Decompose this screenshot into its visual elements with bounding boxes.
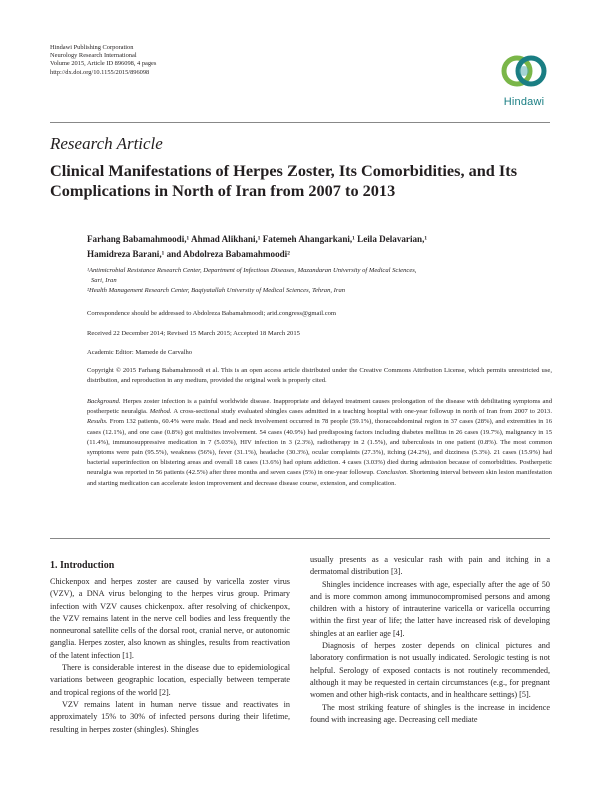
journal-publisher: Hindawi Publishing Corporation (50, 44, 134, 51)
article-dates: Received 22 December 2014; Revised 15 March 2015; Accepted 18 March 2015 (87, 330, 300, 337)
abstract (87, 397, 552, 489)
body-column-right (310, 554, 550, 726)
author-list (87, 232, 552, 262)
body-column-left (50, 576, 290, 736)
journal-name: Neurology Research International (50, 52, 137, 60)
affiliations (87, 266, 552, 296)
section-heading-introduction: 1. Introduction (50, 560, 115, 571)
body-paragraph: Shingles incidence increases with age, especially after the age of 50 and is more common among immunocompromised persons and among children with a history of intrauterine varicella or varicella occurring within the first year of life; the latter have increased risk of developing shingles at an earlier age [4]. (310, 579, 550, 638)
correspondence: Correspondence should be addressed to Abdolreza Babamahmoodi; arid.congress@gmail.com (87, 310, 337, 317)
article-type: Research Article (50, 134, 163, 153)
author-line-1: Farhang Babamahmoodi,¹ Ahmad Alikhani,¹ Fatemeh Ahangarkani,¹ Leila Delavarian,¹ (87, 234, 428, 244)
abstract-background-label: Background. (87, 398, 121, 405)
journal-doi[interactable]: http://dx.doi.org/10.1155/2015/896098 (50, 68, 150, 76)
abstract-divider (50, 538, 550, 539)
abstract-method-label: Method. (149, 408, 172, 416)
body-paragraph: There is considerable interest in the disease due to epidemiological variations between geographic location, especially between temperate and tropical regions of the world [2]. (50, 663, 290, 697)
header-divider (50, 122, 550, 123)
academic-editor: Academic Editor: Mamede de Carvalho (87, 349, 193, 356)
article-title: Clinical Manifestations of Herpes Zoster, Its Comorbidities, and Its Complications in North of Iran from 2007 to 2013 (50, 161, 518, 200)
abstract-method: A cross-sectional study evaluated shingles cases admitted in a teaching hospital with one-year followup in north of Iran from 2007 to 2013. (171, 408, 552, 416)
affiliation-1-cont: Sari, Iran (91, 277, 117, 284)
affiliation-2: ²Health Management Research Center, Baqiyatallah University of Medical Sciences, Tehran, Iran (87, 287, 346, 294)
abstract-results: From 132 patients, 60.4% were male. Head and neck involvement occurred in 78 people (59.1%), thoracoabdominal region in 37 cases (28%), and extremities in 16 cases (12.1%), and one case (0.8%) got multisites involvement. 54 cases (40.9%) had predisposing factors including diabetes mellitus in 26 cases (19.7%), malignancy in 15 (11.4%), immunosuppressive medication in 7 (5.03%), HIV infection in 3 (2.3%), radiotherapy in 2 (1.5%), and tuberculosis in one patient (0.8%). The most common symptoms were pain (95.5%), weakness (56%), fever (31.1%), headache (30.3%), ocular complaints (27.3%), itching (24.2%), and dizziness (5.3%). 21 cases (15.9%) had bacterial superinfection on blistering areas and overall 18 cases (13.6%) had opium addiction. 4 cases (3.03%) died during admission because of comorbidities. Postherpetic neuralgia was reported in 56 patients (42.5%) after three months and seven cases (5%) in one-year followup. (87, 418, 552, 477)
body-paragraph: Diagnosis of herpes zoster depends on clinical pictures and laboratory confirmation is not usually indicated. Serologic testing is not helpful. Serology of exposed contacts is not routinely recommended, although it may be requested in certain circumstances (e.g., for pregnant women and other high-risk contacts, and in healthcare settings) [5]. (310, 641, 550, 700)
journal-info (50, 44, 156, 77)
abstract-results-label: Results. (87, 418, 108, 426)
affiliation-1: ¹Antimicrobial Resistance Research Center, Department of Infectious Diseases, Mazandaran University of Medical Sciences, (87, 267, 417, 274)
abstract-background: Herpes zoster infection is a painful worldwide disease. Inappropriate and delayed treatment causes prolongation of the disease with debilitating symptoms and postherpetic neuralgia. (87, 398, 552, 416)
copyright-notice: Copyright © 2015 Farhang Babamahmoodi et al. This is an open access article distributed under the Creative Commons Attribution License, which permits unrestricted use, distribution, and reproduction in any medium, provided the original work is properly cited. (87, 367, 552, 384)
body-paragraph: Chickenpox and herpes zoster are caused by varicella zoster virus (VZV), a DNA virus belonging to the herpes virus group. Primary infection with VZV causes chickenpox. after resolving of chickenpox, the VZV remains latent in the nerve cell bodies and less frequently the nonneuronal satellite cells of the dorsal root, cranial nerve, or autonomic ganglia. Herpes zoster, also known as shingles, results from reactivation of the latent infection [1]. (50, 577, 290, 660)
body-paragraph: VZV remains latent in human nerve tissue and reactivates in approximately 15% to 30% of infected persons during their lifetime, resulting in herpes zoster (shingles). Shingles (50, 699, 290, 734)
hindawi-logo-text: Hindawi (503, 96, 545, 108)
author-line-2: Hamidreza Barani,¹ and Abdolreza Babamahmoodi² (87, 249, 290, 259)
journal-volume: Volume 2015, Article ID 896098, 4 pages (50, 60, 157, 68)
abstract-conclusion-label: Conclusion. (376, 469, 409, 477)
body-paragraph: usually presents as a vesicular rash with pain and itching in a dermatomal distribution [3]. (310, 555, 550, 577)
body-paragraph: The most striking feature of shingles is the increase in incidence found with increasing age. Decreasing cell mediate (310, 702, 550, 724)
abstract-conclusion: Shortening interval between skin lesion manifestation and starting medication can accelerate lesion improvement and decrease disease course, extension, and complication. (87, 469, 552, 487)
